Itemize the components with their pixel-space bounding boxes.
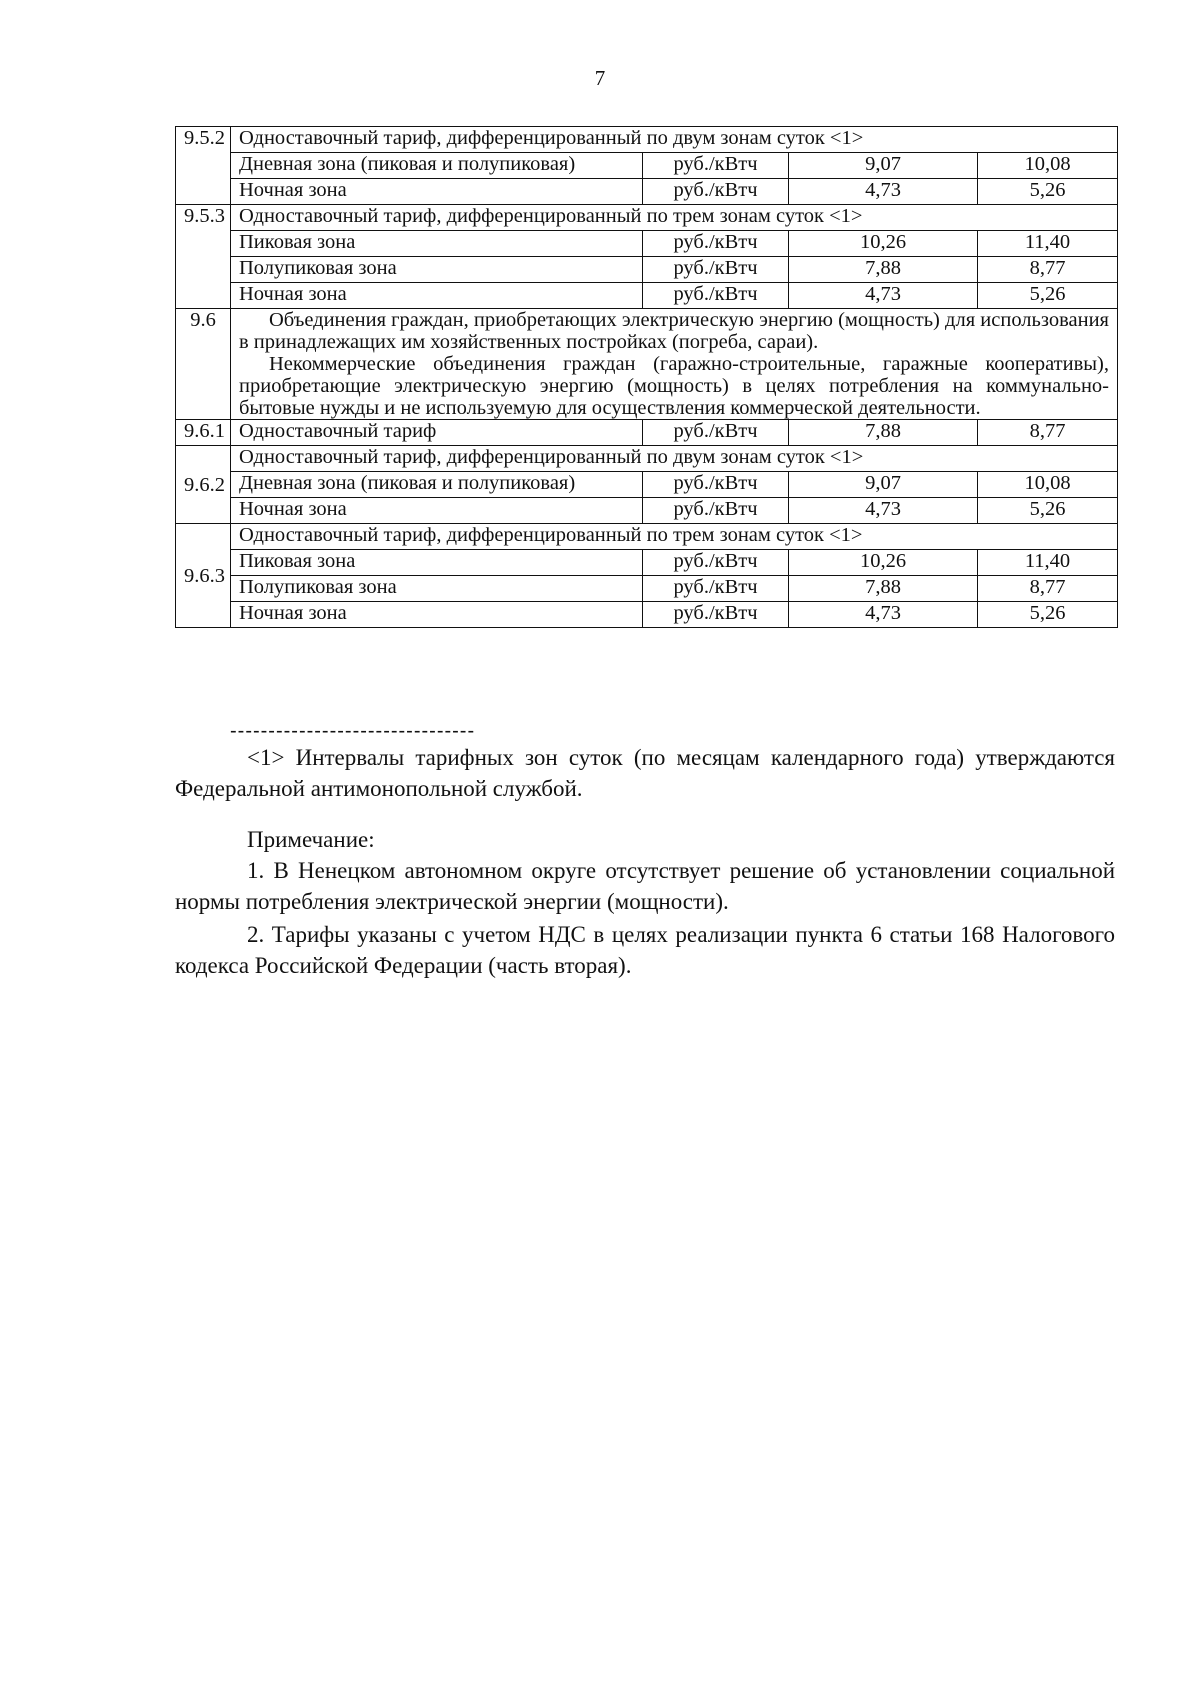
table-row [176,472,1118,498]
unit-cell: руб./кВтч [643,576,789,602]
unit-cell: руб./кВтч [643,179,789,205]
value-cell: 8,77 [978,257,1118,283]
value-cell: 10,26 [789,550,978,576]
table-row [176,602,1118,628]
zone-name: Дневная зона (пиковая и полупиковая) [231,472,643,498]
zone-name: Ночная зона [231,602,643,628]
row-number: 9.6.2 [176,446,231,524]
page-number: 7 [594,66,606,90]
zone-name: Полупиковая зона [231,576,643,602]
row-number: 9.6 [176,309,231,420]
table-row [176,446,1118,472]
group-paragraph: Некоммерческие объединения граждан (гаражно-строительные, гаражные кооперативы), приобретающие электрическую энергию (мощность) в целях потребления на коммунально-бытовые нужды и не используемую для осуществления коммерческой деятельности. [239,353,1109,419]
table-row [176,179,1118,205]
value-cell: 4,73 [789,179,978,205]
value-cell: 11,40 [978,231,1118,257]
zone-name: Ночная зона [231,498,643,524]
table-row [176,205,1118,231]
unit-cell: руб./кВтч [643,257,789,283]
value-cell: 10,26 [789,231,978,257]
value-cell: 5,26 [978,498,1118,524]
row-title: Одноставочный тариф, дифференцированный по двум зонам суток <1> [231,127,1118,153]
value-cell: 8,77 [978,420,1118,446]
value-cell: 10,08 [978,472,1118,498]
table-row [176,498,1118,524]
tariff-table [175,126,1118,628]
table-row [176,309,1118,420]
row-title: Одноставочный тариф, дифференцированный по трем зонам суток <1> [231,205,1118,231]
value-cell: 7,88 [789,257,978,283]
unit-cell: руб./кВтч [643,231,789,257]
note-heading [175,824,1115,855]
row-number: 9.5.3 [176,205,231,309]
unit-cell: руб./кВтч [643,550,789,576]
row-number: 9.6.3 [176,524,231,628]
zone-name: Дневная зона (пиковая и полупиковая) [231,153,643,179]
unit-cell: руб./кВтч [643,283,789,309]
table-row [176,576,1118,602]
table-row [176,550,1118,576]
footnote-text: <1> Интервалы тарифных зон суток (по месяцам календарного года) утверждаются Федеральной антимонопольной службой. [175,745,1115,801]
value-cell: 9,07 [789,472,978,498]
zone-name: Ночная зона [231,179,643,205]
zone-name: Одноставочный тариф [231,420,643,446]
note-title: Примечание: [247,827,375,852]
table-row [176,420,1118,446]
row-number: 9.5.2 [176,127,231,205]
note-item: 2. Тарифы указаны с учетом НДС в целях реализации пункта 6 статьи 168 Налогового кодекса Российской Федерации (часть вторая). [175,922,1115,978]
table-row [176,153,1118,179]
table-row [176,283,1118,309]
row-title: Одноставочный тариф, дифференцированный по трем зонам суток <1> [231,524,1118,550]
row-title: Одноставочный тариф, дифференцированный по двум зонам суток <1> [231,446,1118,472]
zone-name: Ночная зона [231,283,643,309]
consumer-group-description [231,309,1118,420]
value-cell: 5,26 [978,602,1118,628]
value-cell: 4,73 [789,283,978,309]
zone-name: Пиковая зона [231,550,643,576]
unit-cell: руб./кВтч [643,420,789,446]
unit-cell: руб./кВтч [643,602,789,628]
group-paragraph: Объединения граждан, приобретающих электрическую энергию (мощность) для использования в принадлежащих им хозяйственных постройках (погреба, сараи). [239,309,1109,353]
value-cell: 4,73 [789,602,978,628]
table-row [176,127,1118,153]
value-cell: 10,08 [978,153,1118,179]
note-item: 1. В Ненецком автономном округе отсутствует решение об установлении социальной нормы потребления электрической энергии (мощности). [175,858,1115,914]
footnote [175,742,1115,804]
table-row [176,231,1118,257]
footnote-separator: -------------------------------- [230,720,476,742]
value-cell: 7,88 [789,576,978,602]
unit-cell: руб./кВтч [643,472,789,498]
value-cell: 7,88 [789,420,978,446]
table-row [176,257,1118,283]
zone-name: Пиковая зона [231,231,643,257]
value-cell: 5,26 [978,179,1118,205]
value-cell: 5,26 [978,283,1118,309]
row-number: 9.6.1 [176,420,231,446]
table-row [176,524,1118,550]
notes-list [175,855,1115,981]
value-cell: 9,07 [789,153,978,179]
zone-name: Полупиковая зона [231,257,643,283]
value-cell: 8,77 [978,576,1118,602]
unit-cell: руб./кВтч [643,153,789,179]
unit-cell: руб./кВтч [643,498,789,524]
value-cell: 11,40 [978,550,1118,576]
value-cell: 4,73 [789,498,978,524]
